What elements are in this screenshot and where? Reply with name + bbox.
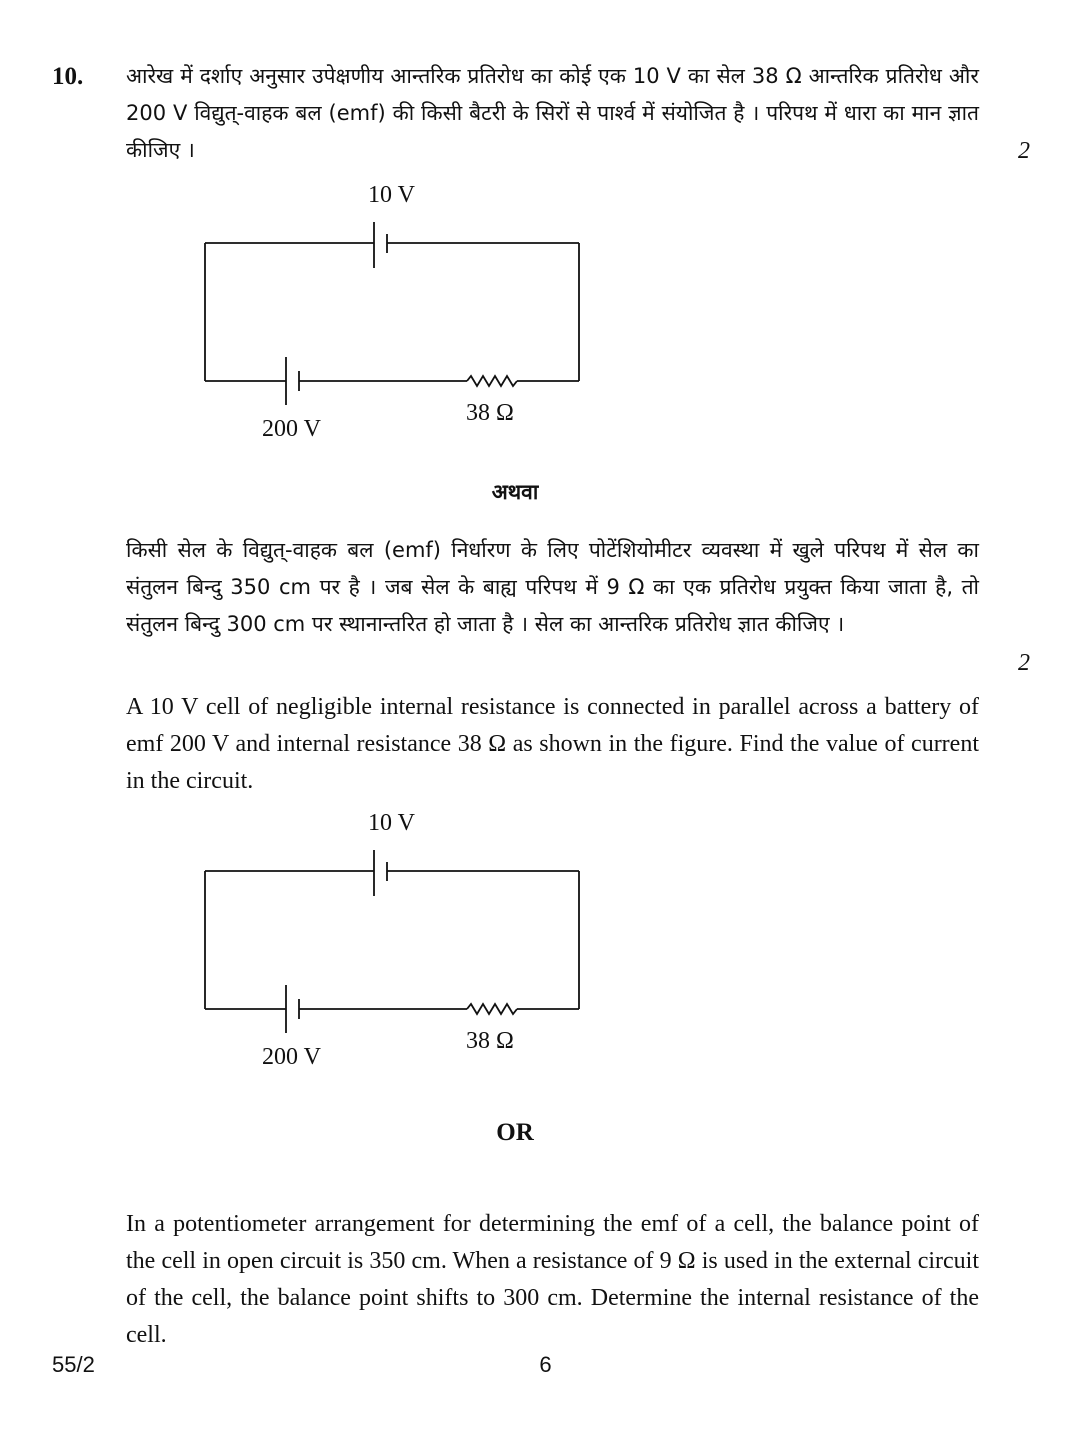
hindi-question-text: आरेख में दर्शाए अनुसार उपेक्षणीय आन्तरिक प्रतिरोध का कोई एक 10 V का सेल 38 Ω आन्तरिक प्रतिरोध और 200 V विद्युत्-वाहक बल (emf) की किसी बैटरी के सिरों से पार्श्व में संयोजित है । परिपथ में धारा का मान ज्ञात कीजिए । [126, 64, 979, 162]
circuit-diagram-hindi [0, 0, 1091, 460]
battery-label: 200 V [262, 416, 321, 442]
page-number: 6 [539, 1352, 552, 1377]
paper-code: 55/2 [52, 1352, 95, 1377]
circuit-diagram-english [0, 628, 1091, 1088]
cell-label: 10 V [368, 182, 415, 208]
hindi-alternative-marks: 2 [1018, 650, 1030, 676]
english-question-text: A 10 V cell of negligible internal resistance is connected in parallel across a battery of emf 200 V and internal resistance 38 Ω as shown in the figure. Find the value of current in the circuit. [126, 694, 979, 794]
resistor-zigzag [467, 1004, 517, 1014]
resistor-label: 38 Ω [466, 400, 514, 426]
hindi-question-marks: 2 [1018, 138, 1030, 164]
battery-label: 200 V [262, 1044, 321, 1070]
resistor-zigzag [467, 376, 517, 386]
hindi-or-label: अथवा [491, 480, 539, 504]
english-alternative-text: In a potentiometer arrangement for determining the emf of a cell, the balance point of the cell in open circuit is 350 cm. When a resistance of 9 Ω is used in the external circuit of the cell, the balance point shifts to 300 cm. Determine the internal resistance of the cell. [126, 1211, 979, 1348]
cell-label: 10 V [368, 810, 415, 836]
hindi-alternative-text: किसी सेल के विद्युत्-वाहक बल (emf) निर्धारण के लिए पोटेंशियोमीटर व्यवस्था में खुले परिपथ में सेल का संतुलन बिन्दु 350 cm पर है । जब सेल के बाह्य परिपथ में 9 Ω का एक प्रतिरोध प्रयुक्त किया जाता है, तो संतुलन बिन्दु 300 cm पर स्थानान्तरित हो जाता है । सेल का आन्तरिक प्रतिरोध ज्ञात कीजिए । [126, 538, 979, 636]
resistor-label: 38 Ω [466, 1028, 514, 1054]
question-number: 10. [52, 63, 84, 90]
english-or-label: OR [496, 1119, 534, 1146]
